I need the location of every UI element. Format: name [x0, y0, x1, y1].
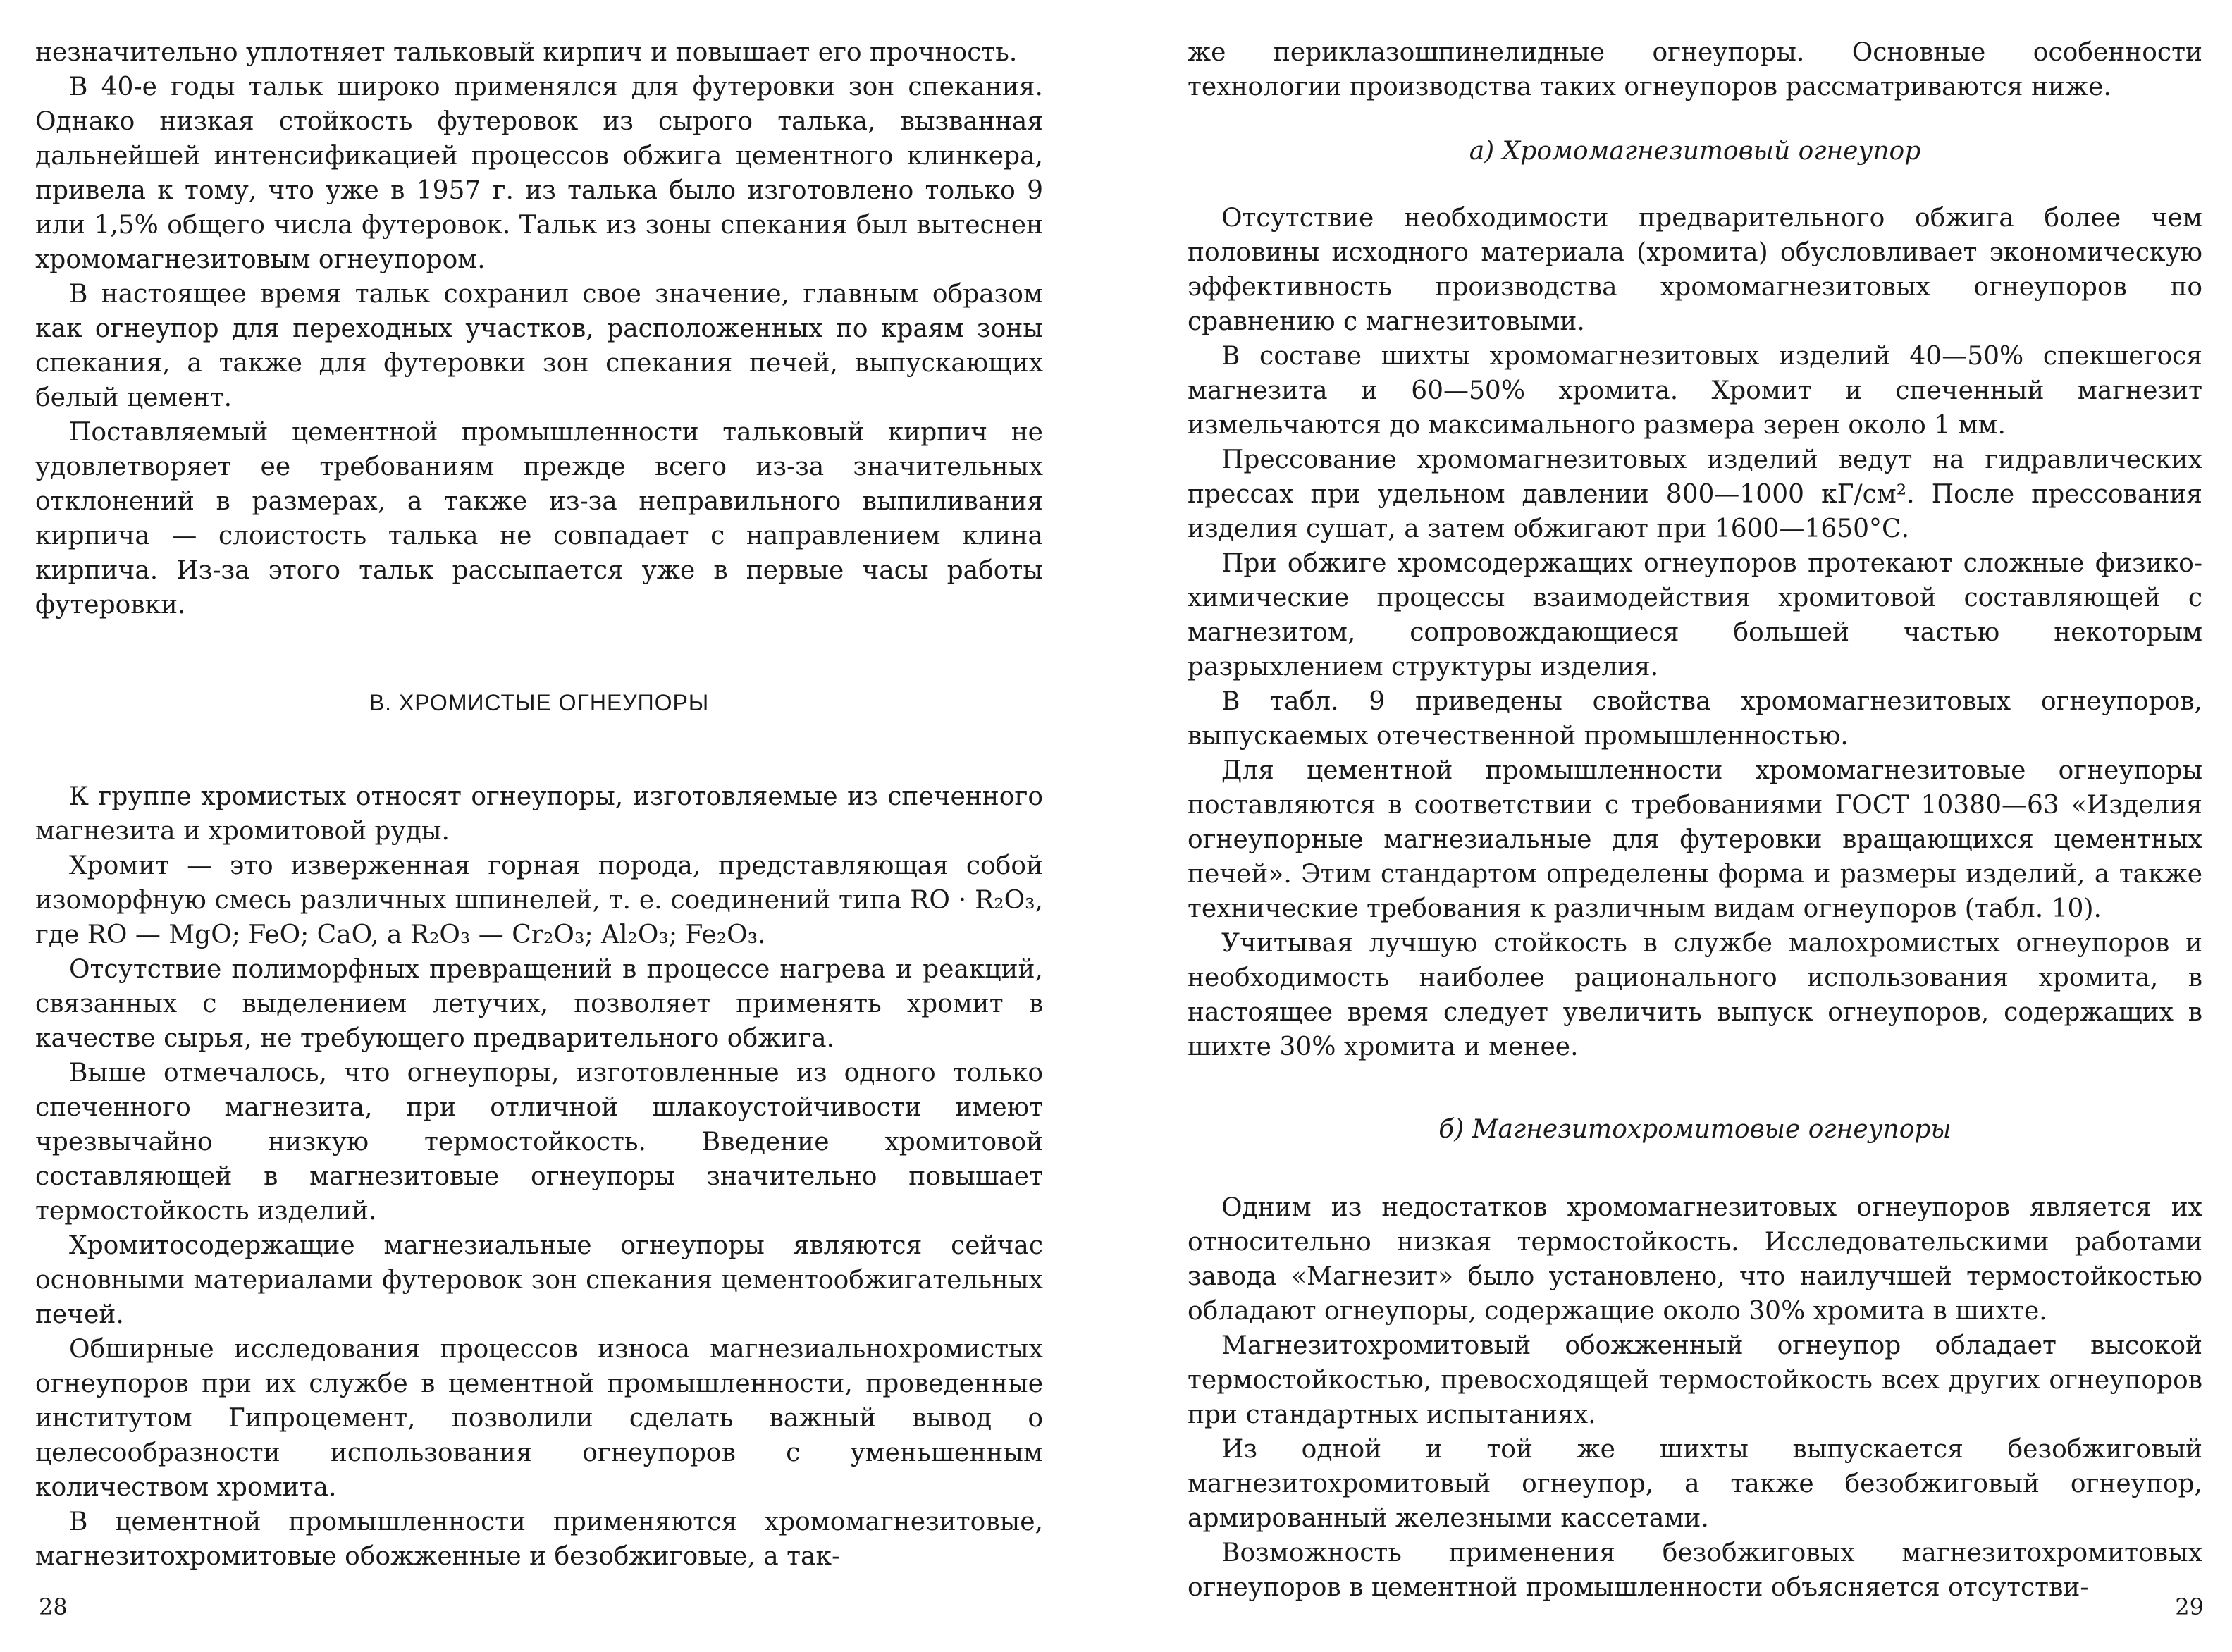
subsection-heading: б) Магнезитохромитовые огнеупоры — [1438, 1115, 1952, 1144]
left-page-text-column — [35, 35, 1043, 1574]
section-heading: В. ХРОМИСТЫЕ ОГНЕУПОРЫ — [369, 690, 710, 715]
paragraph: Хромит — это изверженная горная порода, представляющая собой изоморфную смесь различных шпинелей, т. е. соединений типа RO · R₂O₃, где RO — MgO; FeO; CaO, а R₂O₃ — Cr₂O₃; Al₂O₃; Fe₂O₃. — [35, 851, 1043, 949]
right-page-text-column — [1188, 35, 2202, 1605]
paragraph: Обширные исследования процессов износа магнезиальнохромистых огнеупоров при их службе в цементной промышленности, проведенные институтом Гипроцемент, позволили сделать важный вывод о целесообразности использования огнеупоров с уменьшенным количеством хромита. — [35, 1335, 1043, 1502]
paragraph: При обжиге хромсодержащих огнеупоров протекают сложные физико-химические процессы взаимодействия хромитовой составляющей с магнезитом, сопровождающиеся большей частью некоторым разрыхлением структуры изделия. — [1188, 549, 2202, 682]
subsection-heading: а) Хромомагнезитовый огнеупор — [1469, 137, 1921, 166]
paragraph: Поставляемый цементной промышленности тальковый кирпич не удовлетворяет ее требованиям прежде всего из-за значительных отклонений в размерах, а также из-за неправильного выпиливания кирпича — слоистость талька не совпадает с направлением клина кирпича. Из-за этого тальк рассыпается уже в первые часы работы футеровки. — [35, 418, 1043, 620]
page-number: 28 — [39, 1594, 68, 1620]
left-page — [0, 0, 1099, 1652]
paragraph: Одним из недостатков хромомагнезитовых огнеупоров является их относительно низкая термостойкость. Исследовательскими работами завода «Магнезит» было установлено, что наилучшей термостойкостью обладают огнеупоры, содержащие около 30% хромита в шихте. — [1188, 1193, 2202, 1326]
paragraph: Для цементной промышленности хромомагнезитовые огнеупоры поставляются в соответствии с требованиями ГОСТ 10380—63 «Изделия огнеупорные магнезиальные для футеровки вращающихся цементных печей». Этим стандартом определены форма и размеры изделий, а также технические требования к различным видам огнеупоров (табл. 10). — [1188, 756, 2202, 923]
paragraph: Возможность применения безобжиговых магнезитохромитовых огнеупоров в цементной промышленности объясняется отсутстви- — [1188, 1539, 2202, 1602]
paragraph: В цементной промышленности применяются хромомагнезитовые, магнезитохромитовые обожженные и безобжиговые, а так- — [35, 1508, 1043, 1571]
paragraph: Учитывая лучшую стойкость в службе малохромистых огнеупоров и необходимость наиболее рационального использования хромита, в настоящее время следует увеличить выпуск огнеупоров, содержащих в шихте 30% хромита и менее. — [1188, 929, 2202, 1061]
paragraph: Хромитосодержащие магнезиальные огнеупоры являются сейчас основными материалами футеровок зон спекания цементообжигательных печей. — [35, 1231, 1043, 1329]
paragraph: К группе хромистых относят огнеупоры, изготовляемые из спеченного магнезита и хромитовой руды. — [35, 782, 1043, 846]
paragraph: В табл. 9 приведены свойства хромомагнезитовых огнеупоров, выпускаемых отечественной промышленностью. — [1188, 687, 2202, 751]
paragraph: Прессование хромомагнезитовых изделий ведут на гидравлических прессах при удельном давлении 800—1000 кГ/см². После прессования изделия сушат, а затем обжигают при 1600—1650°С. — [1188, 445, 2202, 543]
paragraph: незначительно уплотняет тальковый кирпич и повышает его прочность. — [35, 38, 1018, 67]
right-page — [1156, 0, 2232, 1652]
paragraph: Отсутствие полиморфных превращений в процессе нагрева и реакций, связанных с выделением летучих, позволяет применять хромит в качестве сырья, не требующего предварительного обжига. — [35, 955, 1043, 1053]
paragraph: В настоящее время тальк сохранил свое значение, главным образом как огнеупор для переходных участков, расположенных по краям зоны спекания, а также для футеровки зон спекания печей, выпускающих белый цемент. — [35, 280, 1043, 412]
paragraph: Выше отмечалось, что огнеупоры, изготовленные из одного только спеченного магнезита, при отличной шлакоустойчивости имеют чрезвычайно низкую термостойкость. Введение хромитовой составляющей в магнезитовые огнеупоры значительно повышает термостойкость изделий. — [35, 1059, 1043, 1226]
paragraph: В составе шихты хромомагнезитовых изделий 40—50% спекшегося магнезита и 60—50% хромита. Хромит и спеченный магнезит измельчаются до максимального размера зерен около 1 мм. — [1188, 342, 2202, 440]
paragraph: Из одной и той же шихты выпускается безобжиговый магнезитохромитовый огнеупор, а также безобжиговый огнеупор, армированный железными кассетами. — [1188, 1435, 2202, 1533]
paragraph: В 40-е годы тальк широко применялся для футеровки зон спекания. Однако низкая стойкость футеровок из сырого талька, вызванная дальнейшей интенсификацией процессов обжига цементного клинкера, привела к тому, что уже в 1957 г. из талька было изготовлено только 9 или 1,5% общего числа футеровок. Тальк из зоны спекания был вытеснен хромомагнезитовым огнеупором. — [35, 73, 1043, 274]
paragraph: Отсутствие необходимости предварительного обжига более чем половины исходного материала (хромита) обусловливает экономическую эффективность производства хромомагнезитовых огнеупоров по сравнению с магнезитовыми. — [1188, 204, 2202, 336]
paragraph: Магнезитохромитовый обожженный огнеупор обладает высокой термостойкостью, превосходящей термостойкость всех других огнеупоров при стандартных испытаниях. — [1188, 1331, 2202, 1429]
page-number: 29 — [2175, 1594, 2204, 1620]
paragraph: же периклазошпинелидные огнеупоры. Основные особенности технологии производства таких огнеупоров рассматриваются ниже. — [1188, 38, 2202, 101]
